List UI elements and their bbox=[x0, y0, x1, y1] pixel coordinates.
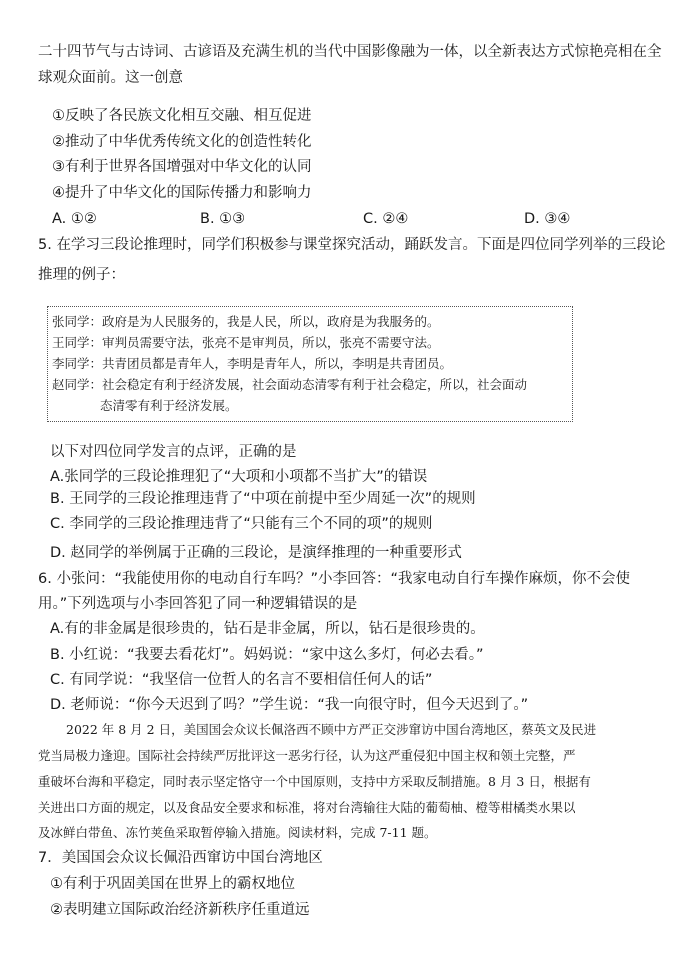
q6-option-a: A.有的非金属是很珍贵的，钻石是非金属，所以，钻石是很珍贵的。 bbox=[50, 621, 485, 637]
q5-example-li: 李同学：共青团员都是青年人，李明是青年人，所以，李明是共青团员。 bbox=[52, 356, 453, 371]
q5-example-zhao-cont: 态清零有利于经济发展。 bbox=[100, 398, 238, 413]
q4-item-4: ④提升了中华文化的国际传播力和影响力 bbox=[52, 185, 312, 201]
q4-option-a: A. ①② bbox=[52, 211, 97, 227]
material-line1: 2022 年 8 月 2 日，美国国会众议长佩洛西不顾中方严正交涉窜访中国台湾地区，蔡英文及民进 bbox=[66, 722, 597, 737]
q7-item-1: ①有利于巩固美国在世界上的霸权地位 bbox=[50, 876, 295, 892]
q5-stem-line2: 推理的例子： bbox=[38, 267, 125, 283]
q4-stem-line2: 球观众面前。这一创意 bbox=[38, 70, 183, 86]
q6-stem-line1: 6. 小张问：“我能使用你的电动自行车吗？”小李回答：“我家电动自行车操作麻烦，你不会使 bbox=[38, 571, 630, 587]
q5-prompt: 以下对四位同学发言的点评，正确的是 bbox=[50, 444, 297, 460]
q5-example-zhao: 赵同学：社会稳定有利于经济发展，社会面动态清零有利于社会稳定，所以，社会面动 bbox=[52, 377, 528, 392]
q6-option-d: D. 老师说：“你今天迟到了吗？”学生说：“我一向很守时，但今天迟到了。” bbox=[50, 697, 529, 713]
q5-option-c: C. 李同学的三段论推理违背了“只能有三个不同的项”的规则 bbox=[50, 516, 433, 532]
q4-item-2: ②推动了中华优秀传统文化的创造性转化 bbox=[52, 134, 312, 150]
q6-stem-line2: 用。”下列选项与小李回答犯了同一种逻辑错误的是 bbox=[38, 596, 358, 612]
q4-option-d: D. ③④ bbox=[524, 211, 571, 227]
q4-stem-line1: 二十四节气与古诗词、古谚语及充满生机的当代中国影像融为一体，以全新表达方式惊艳亮相在全 bbox=[38, 44, 662, 60]
q5-example-wang: 王同学：审判员需要守法，张亮不是审判员，所以，张亮不需要守法。 bbox=[52, 335, 440, 350]
q5-option-d: D. 赵同学的举例属于正确的三段论，是演绎推理的一种重要形式 bbox=[50, 545, 462, 561]
q7-stem: 7．美国国会众议长佩沿西窜访中国台湾地区 bbox=[38, 850, 323, 866]
q4-item-1: ①反映了各民族文化相互交融、相互促进 bbox=[52, 108, 312, 124]
q5-example-box bbox=[47, 306, 573, 422]
q6-option-c: C. 有同学说：“我坚信一位哲人的名言不要相信任何人的话” bbox=[50, 672, 433, 688]
q5-option-b: B. 王同学的三段论推理违背了“中项在前提中至少周延一次”的规则 bbox=[50, 491, 476, 507]
q5-stem-line1: 5. 在学习三段论推理时，同学们积极参与课堂探究活动，踊跃发言。下面是四位同学列举的三段论 bbox=[38, 237, 666, 253]
material-line2: 党当局极力逢迎。国际社会持续严厉批评这一恶劣行径，认为这严重侵犯中国主权和领土完整，严 bbox=[38, 748, 576, 763]
q7-item-2: ②表明建立国际政治经济新秩序任重道远 bbox=[50, 902, 310, 918]
material-line5: 及冰鲜白带鱼、冻竹荚鱼采取暂停输入措施。阅读材料，完成 7-11 题。 bbox=[38, 825, 437, 840]
material-line4: 关进出口方面的规定，以及食品安全要求和标准，将对台湾输往大陆的葡萄柚、橙等柑橘类水果以 bbox=[38, 800, 576, 815]
q4-item-3: ③有利于世界各国增强对中华文化的认同 bbox=[52, 159, 312, 175]
q4-option-b: B. ①③ bbox=[200, 211, 246, 227]
q5-option-a: A.张同学的三段论推理犯了“大项和小项都不当扩大”的错误 bbox=[50, 469, 428, 485]
q4-option-c: C. ②④ bbox=[363, 211, 409, 227]
q5-example-zhang: 张同学：政府是为人民服务的，我是人民，所以，政府是为我服务的。 bbox=[52, 314, 440, 329]
material-line3: 重破坏台海和平稳定，同时表示坚定恪守一个中国原则，支持中方采取反制措施。8 月 3 日，根据有 bbox=[38, 774, 591, 789]
q6-option-b: B. 小红说：“我要去看花灯”。妈妈说：“家中这么多灯，何必去看。” bbox=[50, 647, 484, 663]
